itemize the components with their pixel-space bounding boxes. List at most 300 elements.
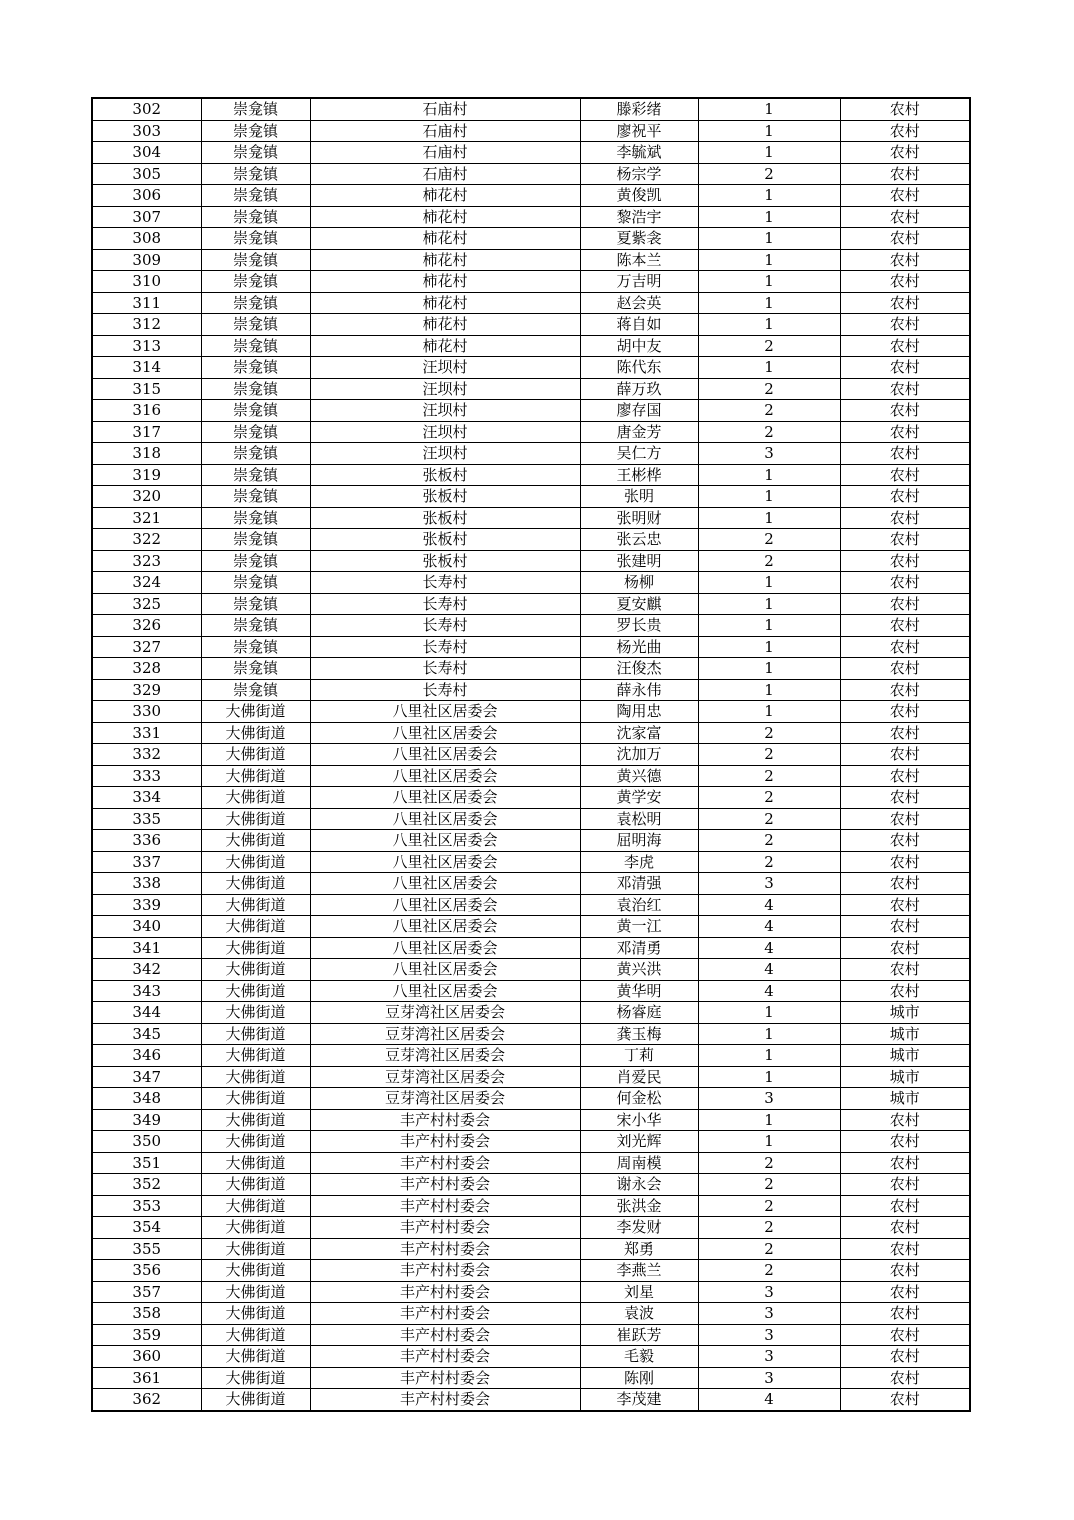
serial-number-cell: 333: [92, 765, 201, 787]
category-cell: 农村: [840, 615, 970, 637]
town-cell: 崇龛镇: [201, 271, 310, 293]
village-cell: 丰产村村委会: [310, 1389, 580, 1411]
table-row: [92, 722, 970, 744]
serial-number-cell: 307: [92, 206, 201, 228]
table-row: [92, 98, 970, 120]
village-cell: 石庙村: [310, 163, 580, 185]
name-cell: 蒋自如: [580, 314, 698, 336]
count-cell: 2: [698, 163, 840, 185]
name-cell: 袁波: [580, 1303, 698, 1325]
town-cell: 大佛街道: [201, 830, 310, 852]
town-cell: 大佛街道: [201, 1066, 310, 1088]
table-row: [92, 1174, 970, 1196]
serial-number-cell: 302: [92, 98, 201, 120]
table-row: [92, 1281, 970, 1303]
village-cell: 汪坝村: [310, 443, 580, 465]
town-cell: 大佛街道: [201, 1238, 310, 1260]
category-cell: 农村: [840, 679, 970, 701]
town-cell: 崇龛镇: [201, 636, 310, 658]
serial-number-cell: 318: [92, 443, 201, 465]
town-cell: 崇龛镇: [201, 615, 310, 637]
table-row: [92, 142, 970, 164]
serial-number-cell: 309: [92, 249, 201, 271]
village-cell: 丰产村村委会: [310, 1346, 580, 1368]
town-cell: 大佛街道: [201, 1303, 310, 1325]
serial-number-cell: 361: [92, 1367, 201, 1389]
town-cell: 崇龛镇: [201, 529, 310, 551]
town-cell: 大佛街道: [201, 701, 310, 723]
village-cell: 长寿村: [310, 615, 580, 637]
serial-number-cell: 304: [92, 142, 201, 164]
village-cell: 八里社区居委会: [310, 744, 580, 766]
town-cell: 大佛街道: [201, 744, 310, 766]
count-cell: 3: [698, 1367, 840, 1389]
category-cell: 农村: [840, 228, 970, 250]
name-cell: 谢永会: [580, 1174, 698, 1196]
count-cell: 2: [698, 722, 840, 744]
table-row: [92, 400, 970, 422]
name-cell: 沈加万: [580, 744, 698, 766]
serial-number-cell: 332: [92, 744, 201, 766]
category-cell: 城市: [840, 1023, 970, 1045]
village-cell: 张板村: [310, 486, 580, 508]
town-cell: 大佛街道: [201, 1260, 310, 1282]
table-row: [92, 572, 970, 594]
count-cell: 2: [698, 1195, 840, 1217]
serial-number-cell: 315: [92, 378, 201, 400]
count-cell: 4: [698, 894, 840, 916]
village-cell: 豆芽湾社区居委会: [310, 1045, 580, 1067]
name-cell: 龚玉梅: [580, 1023, 698, 1045]
village-cell: 丰产村村委会: [310, 1217, 580, 1239]
village-cell: 八里社区居委会: [310, 701, 580, 723]
name-cell: 刘光辉: [580, 1131, 698, 1153]
category-cell: 农村: [840, 1238, 970, 1260]
town-cell: 崇龛镇: [201, 314, 310, 336]
town-cell: 大佛街道: [201, 1324, 310, 1346]
table-row: [92, 357, 970, 379]
category-cell: 农村: [840, 98, 970, 120]
village-cell: 丰产村村委会: [310, 1303, 580, 1325]
category-cell: 农村: [840, 1367, 970, 1389]
name-cell: 郑勇: [580, 1238, 698, 1260]
town-cell: 崇龛镇: [201, 98, 310, 120]
category-cell: 农村: [840, 443, 970, 465]
serial-number-cell: 323: [92, 550, 201, 572]
count-cell: 1: [698, 142, 840, 164]
count-cell: 1: [698, 464, 840, 486]
count-cell: 1: [698, 1002, 840, 1024]
name-cell: 陈刚: [580, 1367, 698, 1389]
category-cell: 农村: [840, 873, 970, 895]
town-cell: 大佛街道: [201, 1088, 310, 1110]
village-cell: 丰产村村委会: [310, 1324, 580, 1346]
table-row: [92, 658, 970, 680]
village-cell: 八里社区居委会: [310, 765, 580, 787]
category-cell: 农村: [840, 851, 970, 873]
count-cell: 1: [698, 679, 840, 701]
table-body: [92, 98, 970, 1411]
category-cell: 城市: [840, 1002, 970, 1024]
category-cell: 农村: [840, 185, 970, 207]
name-cell: 胡中友: [580, 335, 698, 357]
table-row: [92, 808, 970, 830]
village-cell: 豆芽湾社区居委会: [310, 1002, 580, 1024]
town-cell: 崇龛镇: [201, 421, 310, 443]
table-row: [92, 1195, 970, 1217]
serial-number-cell: 317: [92, 421, 201, 443]
category-cell: 农村: [840, 249, 970, 271]
category-cell: 农村: [840, 1389, 970, 1411]
category-cell: 农村: [840, 550, 970, 572]
serial-number-cell: 350: [92, 1131, 201, 1153]
town-cell: 崇龛镇: [201, 593, 310, 615]
village-cell: 石庙村: [310, 98, 580, 120]
village-cell: 汪坝村: [310, 400, 580, 422]
serial-number-cell: 334: [92, 787, 201, 809]
serial-number-cell: 312: [92, 314, 201, 336]
village-cell: 八里社区居委会: [310, 937, 580, 959]
town-cell: 崇龛镇: [201, 572, 310, 594]
name-cell: 宋小华: [580, 1109, 698, 1131]
town-cell: 大佛街道: [201, 1023, 310, 1045]
count-cell: 1: [698, 314, 840, 336]
name-cell: 杨宗学: [580, 163, 698, 185]
table-row: [92, 1109, 970, 1131]
village-cell: 八里社区居委会: [310, 722, 580, 744]
village-cell: 八里社区居委会: [310, 959, 580, 981]
name-cell: 李虎: [580, 851, 698, 873]
serial-number-cell: 338: [92, 873, 201, 895]
count-cell: 4: [698, 937, 840, 959]
count-cell: 2: [698, 529, 840, 551]
serial-number-cell: 353: [92, 1195, 201, 1217]
serial-number-cell: 351: [92, 1152, 201, 1174]
village-cell: 八里社区居委会: [310, 808, 580, 830]
count-cell: 2: [698, 744, 840, 766]
name-cell: 汪俊杰: [580, 658, 698, 680]
serial-number-cell: 321: [92, 507, 201, 529]
count-cell: 1: [698, 658, 840, 680]
town-cell: 大佛街道: [201, 851, 310, 873]
village-cell: 柿花村: [310, 185, 580, 207]
table-row: [92, 378, 970, 400]
table-row: [92, 228, 970, 250]
table-row: [92, 830, 970, 852]
name-cell: 何金松: [580, 1088, 698, 1110]
category-cell: 农村: [840, 916, 970, 938]
table-row: [92, 120, 970, 142]
town-cell: 大佛街道: [201, 1217, 310, 1239]
name-cell: 罗长贵: [580, 615, 698, 637]
count-cell: 1: [698, 228, 840, 250]
count-cell: 1: [698, 292, 840, 314]
category-cell: 农村: [840, 378, 970, 400]
category-cell: 农村: [840, 507, 970, 529]
table-row: [92, 1045, 970, 1067]
name-cell: 夏安麒: [580, 593, 698, 615]
table-row: [92, 271, 970, 293]
serial-number-cell: 331: [92, 722, 201, 744]
serial-number-cell: 336: [92, 830, 201, 852]
town-cell: 崇龛镇: [201, 507, 310, 529]
village-cell: 柿花村: [310, 249, 580, 271]
category-cell: 农村: [840, 292, 970, 314]
village-cell: 八里社区居委会: [310, 787, 580, 809]
category-cell: 农村: [840, 1260, 970, 1282]
count-cell: 1: [698, 98, 840, 120]
count-cell: 1: [698, 1045, 840, 1067]
count-cell: 1: [698, 185, 840, 207]
village-cell: 石庙村: [310, 120, 580, 142]
category-cell: 农村: [840, 572, 970, 594]
category-cell: 农村: [840, 830, 970, 852]
town-cell: 大佛街道: [201, 1002, 310, 1024]
table-row: [92, 894, 970, 916]
category-cell: 农村: [840, 464, 970, 486]
serial-number-cell: 320: [92, 486, 201, 508]
count-cell: 2: [698, 851, 840, 873]
village-cell: 丰产村村委会: [310, 1281, 580, 1303]
serial-number-cell: 329: [92, 679, 201, 701]
category-cell: 农村: [840, 529, 970, 551]
category-cell: 城市: [840, 1088, 970, 1110]
category-cell: 农村: [840, 357, 970, 379]
category-cell: 农村: [840, 980, 970, 1002]
count-cell: 2: [698, 830, 840, 852]
village-cell: 张板村: [310, 550, 580, 572]
count-cell: 1: [698, 120, 840, 142]
category-cell: 农村: [840, 722, 970, 744]
name-cell: 黄兴德: [580, 765, 698, 787]
name-cell: 陶用忠: [580, 701, 698, 723]
name-cell: 陈代东: [580, 357, 698, 379]
serial-number-cell: 305: [92, 163, 201, 185]
town-cell: 崇龛镇: [201, 550, 310, 572]
serial-number-cell: 359: [92, 1324, 201, 1346]
category-cell: 农村: [840, 894, 970, 916]
category-cell: 农村: [840, 658, 970, 680]
town-cell: 崇龛镇: [201, 658, 310, 680]
count-cell: 1: [698, 1023, 840, 1045]
serial-number-cell: 354: [92, 1217, 201, 1239]
category-cell: 农村: [840, 744, 970, 766]
category-cell: 农村: [840, 1131, 970, 1153]
town-cell: 崇龛镇: [201, 185, 310, 207]
village-cell: 丰产村村委会: [310, 1195, 580, 1217]
count-cell: 2: [698, 378, 840, 400]
name-cell: 夏紫衾: [580, 228, 698, 250]
name-cell: 肖爱民: [580, 1066, 698, 1088]
count-cell: 1: [698, 357, 840, 379]
name-cell: 薛永伟: [580, 679, 698, 701]
town-cell: 大佛街道: [201, 937, 310, 959]
table-row: [92, 959, 970, 981]
table-row: [92, 1238, 970, 1260]
table-row: [92, 335, 970, 357]
table-row: [92, 593, 970, 615]
village-cell: 丰产村村委会: [310, 1238, 580, 1260]
count-cell: 3: [698, 1303, 840, 1325]
count-cell: 1: [698, 1131, 840, 1153]
category-cell: 农村: [840, 701, 970, 723]
name-cell: 李茂建: [580, 1389, 698, 1411]
table-row: [92, 443, 970, 465]
name-cell: 张明: [580, 486, 698, 508]
town-cell: 崇龛镇: [201, 120, 310, 142]
serial-number-cell: 308: [92, 228, 201, 250]
category-cell: 农村: [840, 1217, 970, 1239]
serial-number-cell: 322: [92, 529, 201, 551]
village-cell: 柿花村: [310, 271, 580, 293]
name-cell: 廖祝平: [580, 120, 698, 142]
town-cell: 大佛街道: [201, 894, 310, 916]
table-row: [92, 916, 970, 938]
serial-number-cell: 327: [92, 636, 201, 658]
town-cell: 大佛街道: [201, 1389, 310, 1411]
village-cell: 八里社区居委会: [310, 830, 580, 852]
serial-number-cell: 313: [92, 335, 201, 357]
village-cell: 八里社区居委会: [310, 916, 580, 938]
name-cell: 张洪金: [580, 1195, 698, 1217]
serial-number-cell: 339: [92, 894, 201, 916]
village-cell: 汪坝村: [310, 421, 580, 443]
town-cell: 大佛街道: [201, 959, 310, 981]
count-cell: 2: [698, 787, 840, 809]
village-cell: 八里社区居委会: [310, 980, 580, 1002]
table-row: [92, 701, 970, 723]
category-cell: 农村: [840, 486, 970, 508]
town-cell: 崇龛镇: [201, 335, 310, 357]
count-cell: 1: [698, 206, 840, 228]
town-cell: 崇龛镇: [201, 228, 310, 250]
name-cell: 周南模: [580, 1152, 698, 1174]
village-cell: 柿花村: [310, 292, 580, 314]
category-cell: 农村: [840, 1109, 970, 1131]
table-row: [92, 980, 970, 1002]
village-cell: 汪坝村: [310, 378, 580, 400]
count-cell: 3: [698, 1088, 840, 1110]
name-cell: 赵会英: [580, 292, 698, 314]
count-cell: 1: [698, 572, 840, 594]
table-row: [92, 206, 970, 228]
town-cell: 大佛街道: [201, 980, 310, 1002]
serial-number-cell: 325: [92, 593, 201, 615]
name-cell: 陈本兰: [580, 249, 698, 271]
name-cell: 李燕兰: [580, 1260, 698, 1282]
category-cell: 农村: [840, 593, 970, 615]
town-cell: 大佛街道: [201, 916, 310, 938]
serial-number-cell: 310: [92, 271, 201, 293]
name-cell: 黄华明: [580, 980, 698, 1002]
name-cell: 邓清强: [580, 873, 698, 895]
town-cell: 崇龛镇: [201, 206, 310, 228]
category-cell: 农村: [840, 335, 970, 357]
serial-number-cell: 360: [92, 1346, 201, 1368]
category-cell: 农村: [840, 1324, 970, 1346]
name-cell: 黄兴洪: [580, 959, 698, 981]
village-cell: 丰产村村委会: [310, 1367, 580, 1389]
village-cell: 张板村: [310, 507, 580, 529]
count-cell: 2: [698, 421, 840, 443]
village-cell: 柿花村: [310, 228, 580, 250]
town-cell: 崇龛镇: [201, 679, 310, 701]
serial-number-cell: 343: [92, 980, 201, 1002]
name-cell: 滕彩绪: [580, 98, 698, 120]
table-row: [92, 1002, 970, 1024]
name-cell: 屈明海: [580, 830, 698, 852]
serial-number-cell: 347: [92, 1066, 201, 1088]
count-cell: 1: [698, 636, 840, 658]
serial-number-cell: 337: [92, 851, 201, 873]
category-cell: 农村: [840, 1195, 970, 1217]
serial-number-cell: 311: [92, 292, 201, 314]
name-cell: 张明财: [580, 507, 698, 529]
village-cell: 丰产村村委会: [310, 1109, 580, 1131]
village-cell: 柿花村: [310, 206, 580, 228]
category-cell: 农村: [840, 765, 970, 787]
table-row: [92, 1131, 970, 1153]
category-cell: 农村: [840, 163, 970, 185]
table-row: [92, 1066, 970, 1088]
table-row: [92, 163, 970, 185]
serial-number-cell: 348: [92, 1088, 201, 1110]
table-row: [92, 1260, 970, 1282]
table-row: [92, 1367, 970, 1389]
village-cell: 柿花村: [310, 314, 580, 336]
count-cell: 4: [698, 980, 840, 1002]
table-row: [92, 937, 970, 959]
town-cell: 大佛街道: [201, 1109, 310, 1131]
name-cell: 王彬桦: [580, 464, 698, 486]
category-cell: 农村: [840, 1346, 970, 1368]
name-cell: 吴仁方: [580, 443, 698, 465]
table-row: [92, 765, 970, 787]
village-cell: 豆芽湾社区居委会: [310, 1066, 580, 1088]
serial-number-cell: 344: [92, 1002, 201, 1024]
town-cell: 大佛街道: [201, 1195, 310, 1217]
table-row: [92, 615, 970, 637]
village-cell: 豆芽湾社区居委会: [310, 1023, 580, 1045]
count-cell: 1: [698, 271, 840, 293]
name-cell: 李发财: [580, 1217, 698, 1239]
village-cell: 长寿村: [310, 572, 580, 594]
count-cell: 3: [698, 443, 840, 465]
count-cell: 2: [698, 335, 840, 357]
serial-number-cell: 356: [92, 1260, 201, 1282]
table-row: [92, 1346, 970, 1368]
table-row: [92, 421, 970, 443]
category-cell: 农村: [840, 1303, 970, 1325]
count-cell: 1: [698, 249, 840, 271]
village-cell: 丰产村村委会: [310, 1174, 580, 1196]
count-cell: 2: [698, 550, 840, 572]
serial-number-cell: 355: [92, 1238, 201, 1260]
count-cell: 4: [698, 1389, 840, 1411]
village-cell: 八里社区居委会: [310, 873, 580, 895]
category-cell: 农村: [840, 1174, 970, 1196]
table-row: [92, 1088, 970, 1110]
category-cell: 城市: [840, 1045, 970, 1067]
name-cell: 袁松明: [580, 808, 698, 830]
town-cell: 大佛街道: [201, 1281, 310, 1303]
table-row: [92, 529, 970, 551]
village-cell: 丰产村村委会: [310, 1131, 580, 1153]
village-cell: 长寿村: [310, 679, 580, 701]
category-cell: 农村: [840, 206, 970, 228]
name-cell: 张云忠: [580, 529, 698, 551]
town-cell: 崇龛镇: [201, 249, 310, 271]
